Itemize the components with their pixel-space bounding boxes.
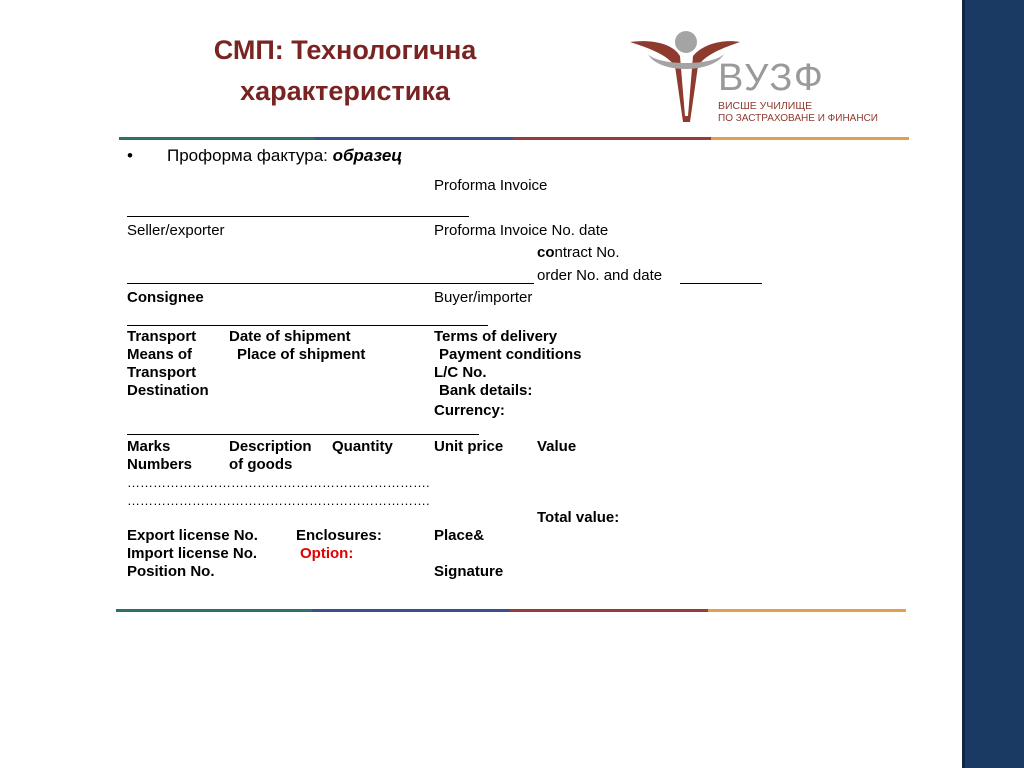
transport-label: Transport bbox=[127, 328, 197, 345]
form-underline-4 bbox=[127, 434, 479, 435]
lc-no-label: L/C No. bbox=[434, 364, 487, 381]
place-of-shipment-label: Place of shipment bbox=[237, 346, 366, 363]
order-label: order No. and date bbox=[537, 267, 663, 284]
numbers-label: Numbers bbox=[127, 456, 193, 473]
marks-label: Marks bbox=[127, 438, 171, 455]
vuzf-logo bbox=[628, 26, 918, 126]
top-rule-segment-2 bbox=[315, 137, 513, 140]
dotted-line-1: ……………………………………………………………. bbox=[127, 475, 430, 490]
bullet-text bbox=[167, 146, 402, 166]
logo-subtitle-2: ПО ЗАСТРАХОВАНЕ И ФИНАНСИ bbox=[718, 113, 878, 124]
position-no-label: Position No. bbox=[127, 563, 215, 580]
form-underline-1 bbox=[127, 216, 469, 217]
place-label: Place& bbox=[434, 527, 485, 544]
transport-2-label: Transport bbox=[127, 364, 197, 381]
seller-label: Seller/exporter bbox=[127, 222, 225, 239]
form-title: Proforma Invoice bbox=[434, 177, 548, 194]
form-underline-3 bbox=[127, 325, 488, 326]
contract-label bbox=[537, 244, 620, 262]
logo-brand: ВУЗФ bbox=[718, 57, 825, 99]
logo-ring-icon bbox=[648, 54, 724, 69]
right-band-edge bbox=[962, 0, 965, 768]
bullet-emphasis: образец bbox=[332, 146, 403, 165]
export-license-label: Export license No. bbox=[127, 527, 258, 544]
terms-of-delivery-label: Terms of delivery bbox=[434, 328, 558, 345]
logo-head-icon bbox=[675, 31, 697, 53]
form-underline-2 bbox=[127, 283, 534, 284]
slide-title bbox=[180, 30, 510, 112]
bullet-label: Проформа фактура: bbox=[167, 146, 328, 165]
top-rule-segment-1 bbox=[119, 137, 315, 140]
contract-rest: ntract No. bbox=[554, 244, 620, 261]
bottom-rule-segment-1 bbox=[116, 609, 312, 612]
top-rule-segment-4 bbox=[711, 137, 909, 140]
of-goods-label: of goods bbox=[229, 456, 293, 473]
title-line-1: СМП: Технологична bbox=[213, 35, 477, 65]
unit-price-label: Unit price bbox=[434, 438, 504, 455]
means-of-label: Means of bbox=[127, 346, 193, 363]
bank-details-label: Bank details: bbox=[439, 382, 533, 399]
title-line-2: характеристика bbox=[240, 76, 450, 106]
bottom-rule-segment-4 bbox=[708, 609, 906, 612]
bullet-symbol: • bbox=[127, 146, 133, 165]
invoice-no-date-label: Proforma Invoice No. date bbox=[434, 222, 609, 239]
option-label: Option: bbox=[300, 545, 354, 562]
total-value-label: Total value: bbox=[537, 509, 620, 526]
dotted-line-2: ……………………………………………………………. bbox=[127, 493, 430, 508]
right-decorative-band bbox=[962, 0, 1024, 768]
import-license-label: Import license No. bbox=[127, 545, 258, 562]
bottom-rule-segment-3 bbox=[510, 609, 708, 612]
date-of-shipment-label: Date of shipment bbox=[229, 328, 351, 345]
enclosures-label: Enclosures: bbox=[296, 527, 382, 544]
description-label: Description bbox=[229, 438, 312, 455]
contract-bold: co bbox=[537, 244, 555, 261]
top-rule-segment-3 bbox=[513, 137, 711, 140]
consignee-label: Consignee bbox=[127, 289, 204, 306]
signature-label: Signature bbox=[434, 563, 504, 580]
payment-conditions-label: Payment conditions bbox=[439, 346, 582, 363]
currency-label: Currency: bbox=[434, 402, 505, 419]
buyer-label: Buyer/importer bbox=[434, 289, 533, 306]
order-underline bbox=[680, 283, 762, 284]
bottom-rule-segment-2 bbox=[312, 609, 510, 612]
value-label: Value bbox=[537, 438, 577, 455]
destination-label: Destination bbox=[127, 382, 209, 399]
logo-subtitle-1: ВИСШЕ УЧИЛИЩЕ bbox=[718, 100, 813, 112]
quantity-label: Quantity bbox=[332, 438, 393, 455]
